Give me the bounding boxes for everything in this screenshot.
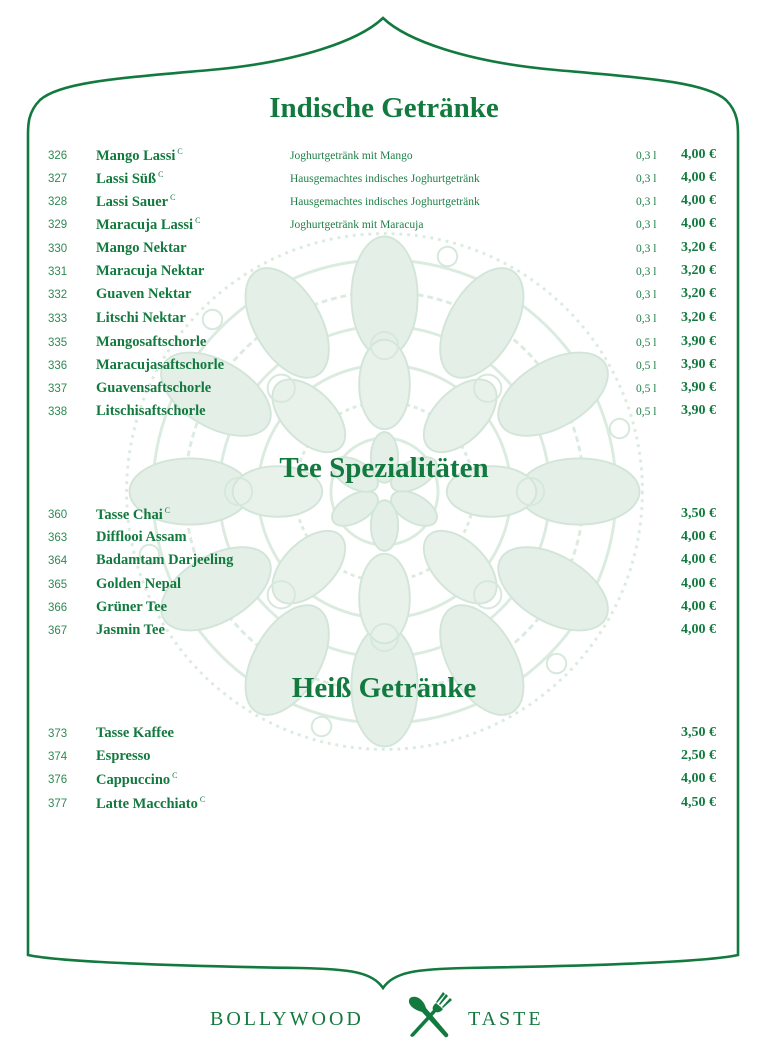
- menu-item-row: [0, 621, 768, 643]
- brand-footer: [0, 990, 768, 1040]
- menu-item-row: [0, 309, 768, 331]
- menu-item-row: [0, 770, 768, 792]
- item-price: 4,00 €: [681, 576, 716, 591]
- item-name-text: Maracuja Nektar: [96, 263, 205, 279]
- item-number: 328: [48, 196, 68, 208]
- item-price: 3,20 €: [681, 310, 716, 325]
- item-number: 377: [48, 798, 68, 810]
- item-number: 338: [48, 406, 68, 418]
- item-volume: 0,3 l: [636, 219, 657, 231]
- menu-item-row: [0, 528, 768, 550]
- item-price: 4,00 €: [681, 529, 716, 544]
- item-name-text: Lassi Süß: [96, 171, 157, 187]
- item-number: 326: [48, 150, 68, 162]
- item-name-text: Lassi Sauer: [96, 194, 169, 210]
- item-price: 4,00 €: [681, 193, 716, 208]
- item-name-text: Litschi Nektar: [96, 310, 186, 326]
- item-price: 4,50 €: [681, 795, 716, 810]
- item-name-text: Cappuccino: [96, 772, 171, 788]
- item-name: [96, 357, 224, 374]
- menu-item-row: [0, 505, 768, 527]
- item-volume: 0,3 l: [636, 266, 657, 278]
- section-title-tee-spezialitaeten: Tee Spezialitäten: [279, 452, 489, 484]
- item-name: [96, 147, 183, 165]
- item-name: [96, 622, 165, 639]
- item-name: [96, 771, 177, 789]
- item-name: [96, 310, 186, 327]
- item-price: 3,20 €: [681, 286, 716, 301]
- item-number: 374: [48, 751, 68, 763]
- menu-item-row: [0, 724, 768, 746]
- item-price: 4,00 €: [681, 599, 716, 614]
- item-description: Hausgemachtes indisches Joghurtgetränk: [290, 196, 480, 208]
- item-number: 373: [48, 728, 68, 740]
- allergen-marker: C: [195, 216, 201, 225]
- menu-item-row: [0, 598, 768, 620]
- item-number: 366: [48, 602, 68, 614]
- item-name-text: Mangosaftschorle: [96, 334, 207, 350]
- menu-item-row: [0, 215, 768, 237]
- menu-item-row: [0, 192, 768, 214]
- item-name: [96, 599, 167, 616]
- menu-item-row: [0, 333, 768, 355]
- menu-item-row: [0, 262, 768, 284]
- item-number: 331: [48, 266, 68, 278]
- item-price: 4,00 €: [681, 552, 716, 567]
- item-number: 337: [48, 383, 68, 395]
- item-name: [96, 795, 205, 813]
- item-price: 4,00 €: [681, 170, 716, 185]
- menu-item-row: [0, 575, 768, 597]
- item-price: 3,90 €: [681, 357, 716, 372]
- item-price: 2,50 €: [681, 748, 716, 763]
- item-volume: 0,3 l: [636, 243, 657, 255]
- item-number: 333: [48, 313, 68, 325]
- item-price: 3,20 €: [681, 263, 716, 278]
- allergen-marker: C: [177, 147, 183, 156]
- item-volume: 0,3 l: [636, 289, 657, 301]
- item-name-text: Espresso: [96, 748, 151, 764]
- item-name-text: Difflooi Assam: [96, 529, 187, 545]
- item-name-text: Maracujasaftschorle: [96, 357, 225, 373]
- item-name: [96, 552, 233, 569]
- menu-item-row: [0, 285, 768, 307]
- item-volume: 0,5 l: [636, 406, 657, 418]
- item-number: 330: [48, 243, 68, 255]
- item-name: [96, 725, 174, 742]
- item-price: 3,50 €: [681, 506, 716, 521]
- item-price: 3,90 €: [681, 403, 716, 418]
- item-price: 3,50 €: [681, 725, 716, 740]
- item-price: 4,00 €: [681, 147, 716, 162]
- item-name-text: Guavensaftschorle: [96, 380, 212, 396]
- item-name: [96, 193, 175, 211]
- menu-item-row: [0, 794, 768, 816]
- allergen-marker: C: [172, 771, 178, 780]
- item-volume: 0,3 l: [636, 313, 657, 325]
- item-name-text: Mango Lassi: [96, 148, 176, 164]
- item-number: 329: [48, 219, 68, 231]
- item-name-text: Badamtam Darjeeling: [96, 552, 234, 568]
- fork-knife-icon: [402, 992, 456, 1040]
- item-number: 327: [48, 173, 68, 185]
- item-number: 336: [48, 360, 68, 372]
- menu-item-row: [0, 551, 768, 573]
- menu-item-row: [0, 379, 768, 401]
- item-description: Joghurtgetränk mit Mango: [290, 150, 413, 162]
- item-volume: 0,3 l: [636, 150, 657, 162]
- section-title-heiss-getraenke: Heiß Getränke: [291, 672, 477, 704]
- item-name: [96, 216, 200, 234]
- item-number: 364: [48, 555, 68, 567]
- allergen-marker: C: [164, 506, 171, 515]
- item-name: [96, 529, 187, 546]
- item-number: 332: [48, 289, 68, 301]
- item-price: 3,90 €: [681, 334, 716, 349]
- item-volume: 0,3 l: [636, 196, 657, 208]
- item-price: 4,00 €: [681, 622, 716, 637]
- item-description: Hausgemachtes indisches Joghurtgetränk: [290, 173, 480, 185]
- item-name-text: Latte Macchiato: [96, 796, 198, 812]
- item-number: 335: [48, 337, 68, 349]
- item-price: 4,00 €: [681, 771, 716, 786]
- item-number: 365: [48, 579, 68, 591]
- menu-item-row: [0, 169, 768, 191]
- item-price: 3,90 €: [681, 380, 716, 395]
- item-volume: 0,5 l: [636, 337, 657, 349]
- item-name-text: Guaven Nektar: [96, 286, 192, 302]
- menu-item-row: [0, 239, 768, 261]
- item-number: 367: [48, 625, 68, 637]
- item-name-text: Mango Nektar: [96, 240, 187, 256]
- item-name-text: Tasse Kaffee: [96, 725, 174, 741]
- item-name-text: Maracuja Lassi: [96, 217, 194, 233]
- item-number: 363: [48, 532, 68, 544]
- item-name: [96, 263, 204, 280]
- item-number: 360: [48, 509, 68, 521]
- item-name: [96, 403, 206, 420]
- item-name-text: Jasmin Tee: [96, 622, 165, 638]
- item-price: 3,20 €: [681, 240, 716, 255]
- item-name-text: Golden Nepal: [96, 576, 181, 592]
- item-name: [96, 170, 163, 188]
- item-name-text: Grüner Tee: [96, 599, 168, 615]
- item-name: [96, 334, 206, 351]
- allergen-marker: C: [170, 193, 176, 202]
- item-name: [96, 506, 170, 524]
- item-name: [96, 380, 211, 397]
- section-title-indische-getraenke: Indische Getränke: [269, 92, 499, 124]
- brand-name-right: TASTE: [468, 1008, 544, 1030]
- item-name-text: Tasse Chai: [96, 507, 163, 523]
- item-volume: 0,5 l: [636, 383, 657, 395]
- item-number: 376: [48, 774, 68, 786]
- menu-item-row: [0, 356, 768, 378]
- menu-item-row: [0, 747, 768, 769]
- item-name: [96, 576, 181, 593]
- item-name-text: Litschisaftschorle: [96, 403, 206, 419]
- item-volume: 0,5 l: [636, 360, 657, 372]
- brand-name-left: BOLLYWOOD: [210, 1008, 364, 1030]
- allergen-marker: C: [199, 795, 206, 804]
- item-name: [96, 748, 151, 765]
- menu-item-row: [0, 402, 768, 424]
- item-name: [96, 240, 187, 257]
- item-name: [96, 286, 191, 303]
- menu-item-row: [0, 146, 768, 168]
- item-price: 4,00 €: [681, 216, 716, 231]
- item-description: Joghurtgetränk mit Maracuja: [290, 219, 424, 231]
- item-volume: 0,3 l: [636, 173, 657, 185]
- allergen-marker: C: [158, 170, 164, 179]
